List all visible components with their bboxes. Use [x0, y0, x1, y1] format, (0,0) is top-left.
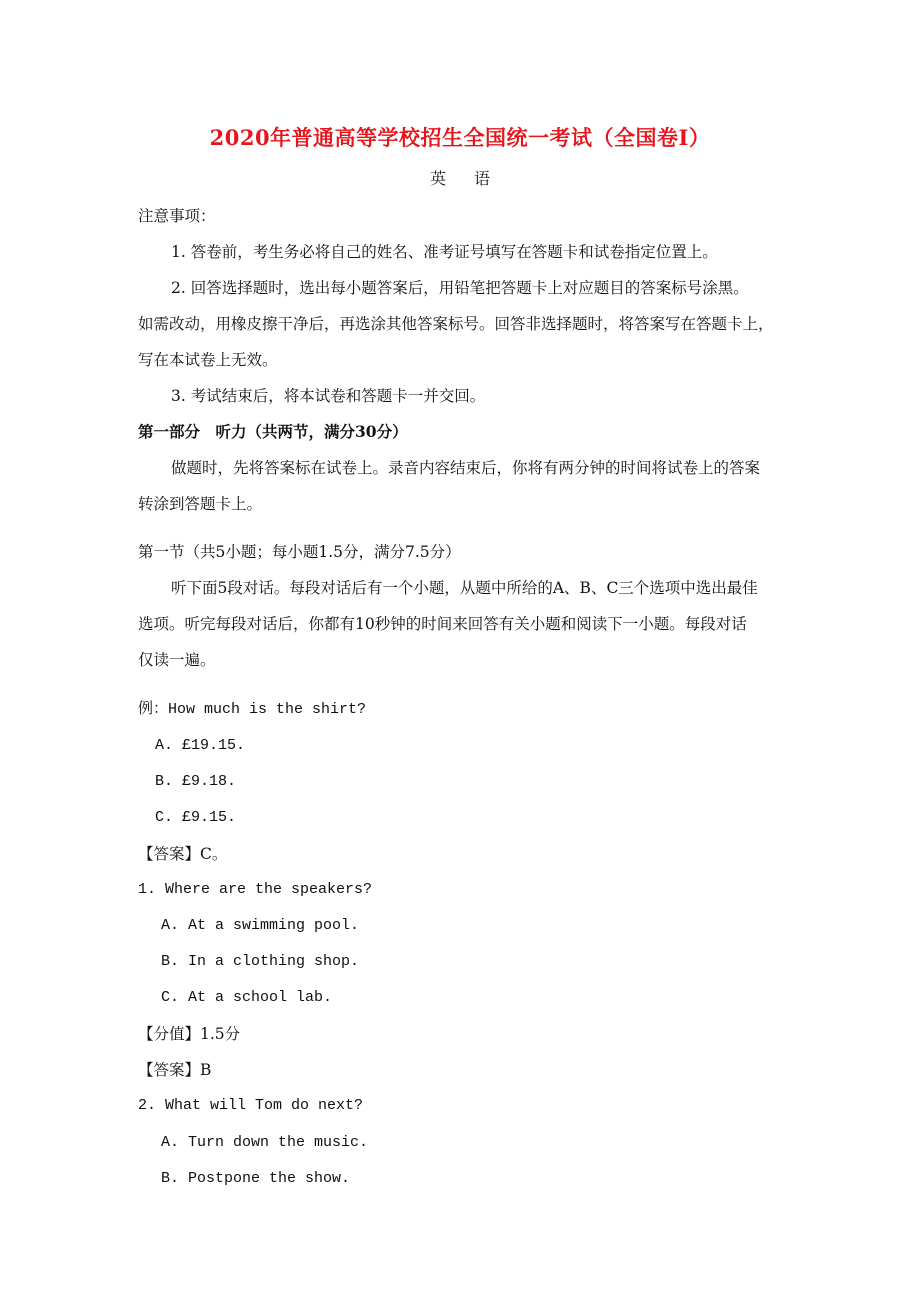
- example-answer: 【答案】C。: [138, 845, 228, 863]
- q2-question: 2. What will Tom do next?: [138, 1097, 364, 1114]
- notice-item-2-line-1: 2. 回答选择题时，选出每小题答案后，用铅笔把答题卡上对应题目的答案标号涂黑。: [171, 279, 749, 297]
- section1-instruction-line-2: 选项。听完每段对话后，你都有10秒钟的时间来回答有关小题和阅读下一小题。每段对话: [138, 615, 747, 633]
- notice-item-1: 1. 答卷前，考生务必将自己的姓名、准考证号填写在答题卡和试卷指定位置上。: [171, 243, 718, 261]
- notice-heading: 注意事项：: [138, 207, 216, 225]
- section1-instruction-line-1: 听下面5段对话。每段对话后有一个小题，从题中所给的A、B、C三个选项中选出最佳: [171, 579, 758, 597]
- example-option-a: A. £19.15.: [155, 737, 246, 754]
- section1-instruction-line-3: 仅读一遍。: [138, 651, 216, 669]
- q1-option-a: A. At a swimming pool.: [161, 917, 360, 934]
- exam-title: 2020年普通高等学校招生全国统一考试（全国卷Ⅰ）: [209, 125, 711, 150]
- notice-item-2-line-2: 如需改动，用橡皮擦干净后，再选涂其他答案标号。回答非选择题时，将答案写在答题卡上，: [138, 315, 774, 333]
- q1-score: 【分值】1.5分: [138, 1025, 241, 1043]
- section1-heading: 第一节（共5小题；每小题1.5分，满分7.5分）: [138, 543, 461, 561]
- q1-question: 1. Where are the speakers?: [138, 881, 373, 898]
- q2-option-a: A. Turn down the music.: [161, 1134, 369, 1151]
- q1-answer: 【答案】B: [138, 1061, 212, 1079]
- subject-label: 英语: [429, 169, 518, 188]
- part1-intro-line-1: 做题时，先将答案标在试卷上。录音内容结束后，你将有两分钟的时间将试卷上的答案: [171, 459, 761, 477]
- example-question: 例：How much is the shirt?: [138, 701, 367, 718]
- example-option-c: C. £9.15.: [155, 809, 237, 826]
- part1-intro-line-2: 转涂到答题卡上。: [138, 495, 263, 513]
- q1-option-c: C. At a school lab.: [161, 989, 333, 1006]
- q2-option-b: B. Postpone the show.: [161, 1170, 351, 1187]
- notice-item-3: 3. 考试结束后，将本试卷和答题卡一并交回。: [171, 387, 486, 405]
- example-option-b: B. £9.18.: [155, 773, 237, 790]
- q1-option-b: B. In a clothing shop.: [161, 953, 360, 970]
- part1-heading: 第一部分 听力（共两节，满分30分）: [138, 422, 408, 441]
- notice-item-2-line-3: 写在本试卷上无效。: [138, 351, 278, 369]
